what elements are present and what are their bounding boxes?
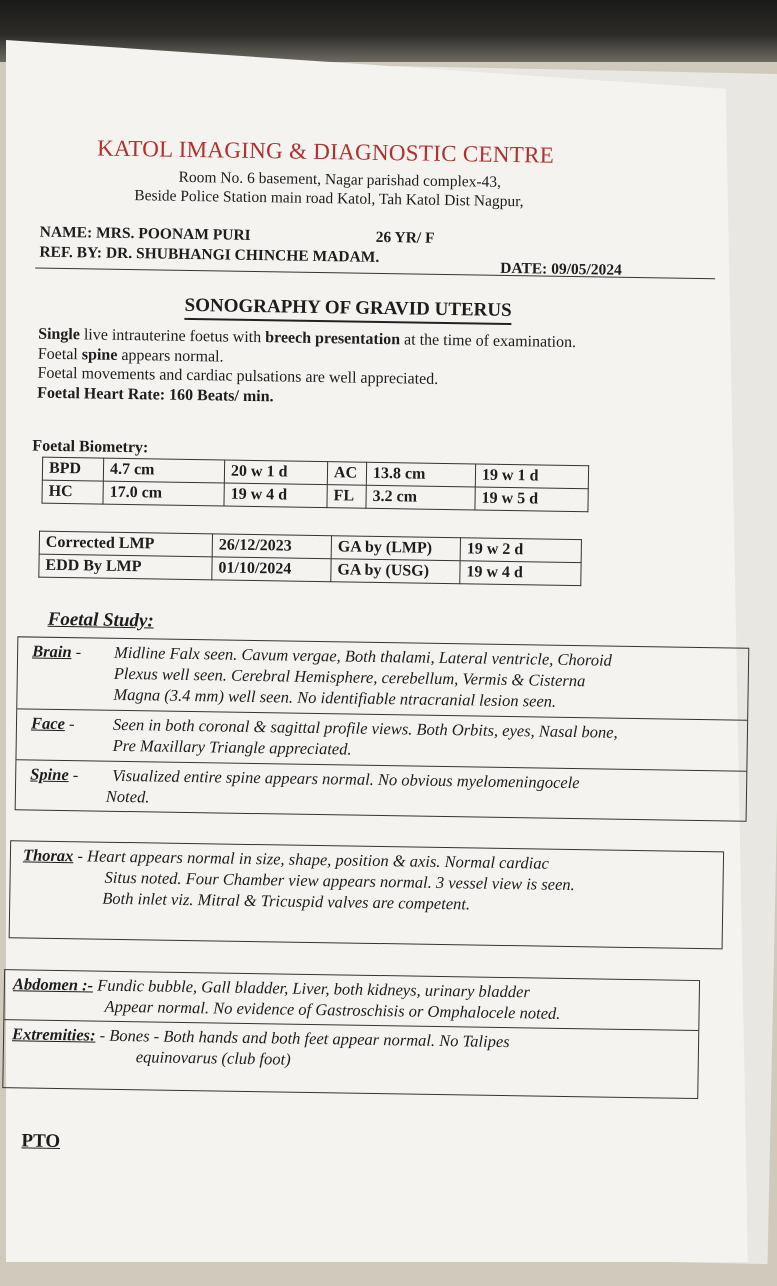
thorax-text-2: Situs noted. Four Chamber view appears normal. 3 vessel view is seen. (104, 867, 575, 895)
table-row: HC 17.0 cm 19 w 4 d FL 3.2 cm 19 w 5 d (42, 480, 588, 512)
brain-label: Brain (32, 641, 72, 662)
extremities-text-1: - Bones - Both hands and both feet appear normal. No Talipes (99, 1025, 510, 1052)
spine-section: Spine - Visualized entire spine appears normal. No obvious myelomeningocele Noted. (16, 760, 747, 820)
face-text-2: Pre Maxillary Triangle appreciated. (112, 735, 352, 759)
extremities-section (3, 1020, 698, 1098)
spine-label: Spine (30, 764, 69, 785)
face-label: Face (30, 713, 66, 734)
patient-age-sex: 26 YR/ F (375, 228, 435, 247)
dates-table (38, 531, 582, 587)
pto-label: PTO (21, 1130, 61, 1153)
clinic-address-line2: Beside Police Station main road Katol, Tah Katol Dist Nagpur, (134, 187, 524, 211)
thorax-text-3: Both inlet viz. Mitral & Tricuspid valves are competent. (102, 888, 471, 914)
thorax-text-1: Heart appears normal in size, shape, position & axis. Normal cardiac (86, 846, 550, 873)
foetal-study-title: Foetal Study: (47, 608, 154, 632)
table-row: EDD By LMP 01/10/2024 GA by (USG) 19 w 4 d (39, 554, 581, 586)
referred-by: REF. BY: DR. SHUBHANGI CHINCHE MADAM. (39, 243, 380, 266)
finding-movements: Foetal movements and cardiac pulsations are well appreciated. (37, 364, 439, 388)
foetal-study-box (15, 636, 750, 821)
table-row: Corrected LMP 26/12/2023 GA by (LMP) 19 w 2 d (39, 531, 581, 563)
report-title: SONOGRAPHY OF GRAVID UTERUS (184, 295, 511, 325)
biometry-table (41, 457, 589, 513)
face-text-1: Seen in both coronal & sagittal profile views. Both Orbits, eyes, Nasal bone, (112, 714, 618, 742)
extremities-label: Extremities: (11, 1024, 96, 1045)
general-findings (37, 325, 738, 414)
brain-text-3: Magna (3.4 mm) well seen. No identifiable ntracranial lesion seen. (113, 684, 557, 711)
abdomen-text-2: Appear normal. No evidence of Gastroschisis or Omphalocele noted. (104, 996, 561, 1023)
patient-name: NAME: MRS. POONAM PURI (39, 223, 251, 244)
brain-section: Brain - Midline Falx seen. Cavum vergae, Both thalami, Lateral ventricle, Choroid Plexus well seen. Cerebral Hemisphere, cerebellum, Vermis & Cisterna Magna (3.4 mm) well seen. No identifiable ntracranial lesion seen. (17, 637, 748, 720)
spine-text-1: Visualized entire spine appears normal. No obvious myelomeningocele (112, 765, 580, 793)
finding-presentation: Single live intrauterine foetus with breech presentation at the time of examination. (38, 325, 577, 352)
biometry-title: Foetal Biometry: (32, 437, 149, 457)
table-row: BPD 4.7 cm 20 w 1 d AC 13.8 cm 19 w 1 d (42, 457, 588, 489)
abdomen-text-1: Fundic bubble, Gall bladder, Liver, both kidneys, urinary bladder (97, 975, 530, 1002)
clinic-name: KATOL IMAGING & DIAGNOSTIC CENTRE (96, 135, 555, 168)
abdomen-extremities-box (2, 969, 700, 1099)
thorax-label: Thorax (22, 845, 74, 866)
brain-text-2: Plexus well seen. Cerebral Hemisphere, cerebellum, Vermis & Cisterna (113, 663, 586, 691)
thorax-section: Thorax - Heart appears normal in size, shape, position & axis. Normal cardiac Situs noted. Four Chamber view appears normal. 3 vessel view is seen. Both inlet viz. Mitral & Tricuspid valves are competent. (10, 841, 723, 922)
extremities-text-2: equinovarus (club foot) (135, 1047, 291, 1069)
finding-spine: Foetal spine appears normal. (37, 345, 224, 366)
abdomen-label: Abdomen :- (12, 974, 94, 995)
thorax-box (9, 840, 724, 949)
face-section: Face - Seen in both coronal & sagittal profile views. Both Orbits, eyes, Nasal bone, Pre Maxillary Triangle appreciated. (16, 709, 747, 771)
report-date: DATE: 09/05/2024 (500, 259, 622, 279)
finding-heart-rate: Foetal Heart Rate: 160 Beats/ min. (37, 384, 274, 405)
clinic-address-line1: Room No. 6 basement, Nagar parishad complex-43, (178, 168, 502, 191)
brain-text-1: Midline Falx seen. Cavum vergae, Both thalami, Lateral ventricle, Choroid (113, 642, 613, 670)
spine-text-2: Noted. (105, 786, 150, 807)
